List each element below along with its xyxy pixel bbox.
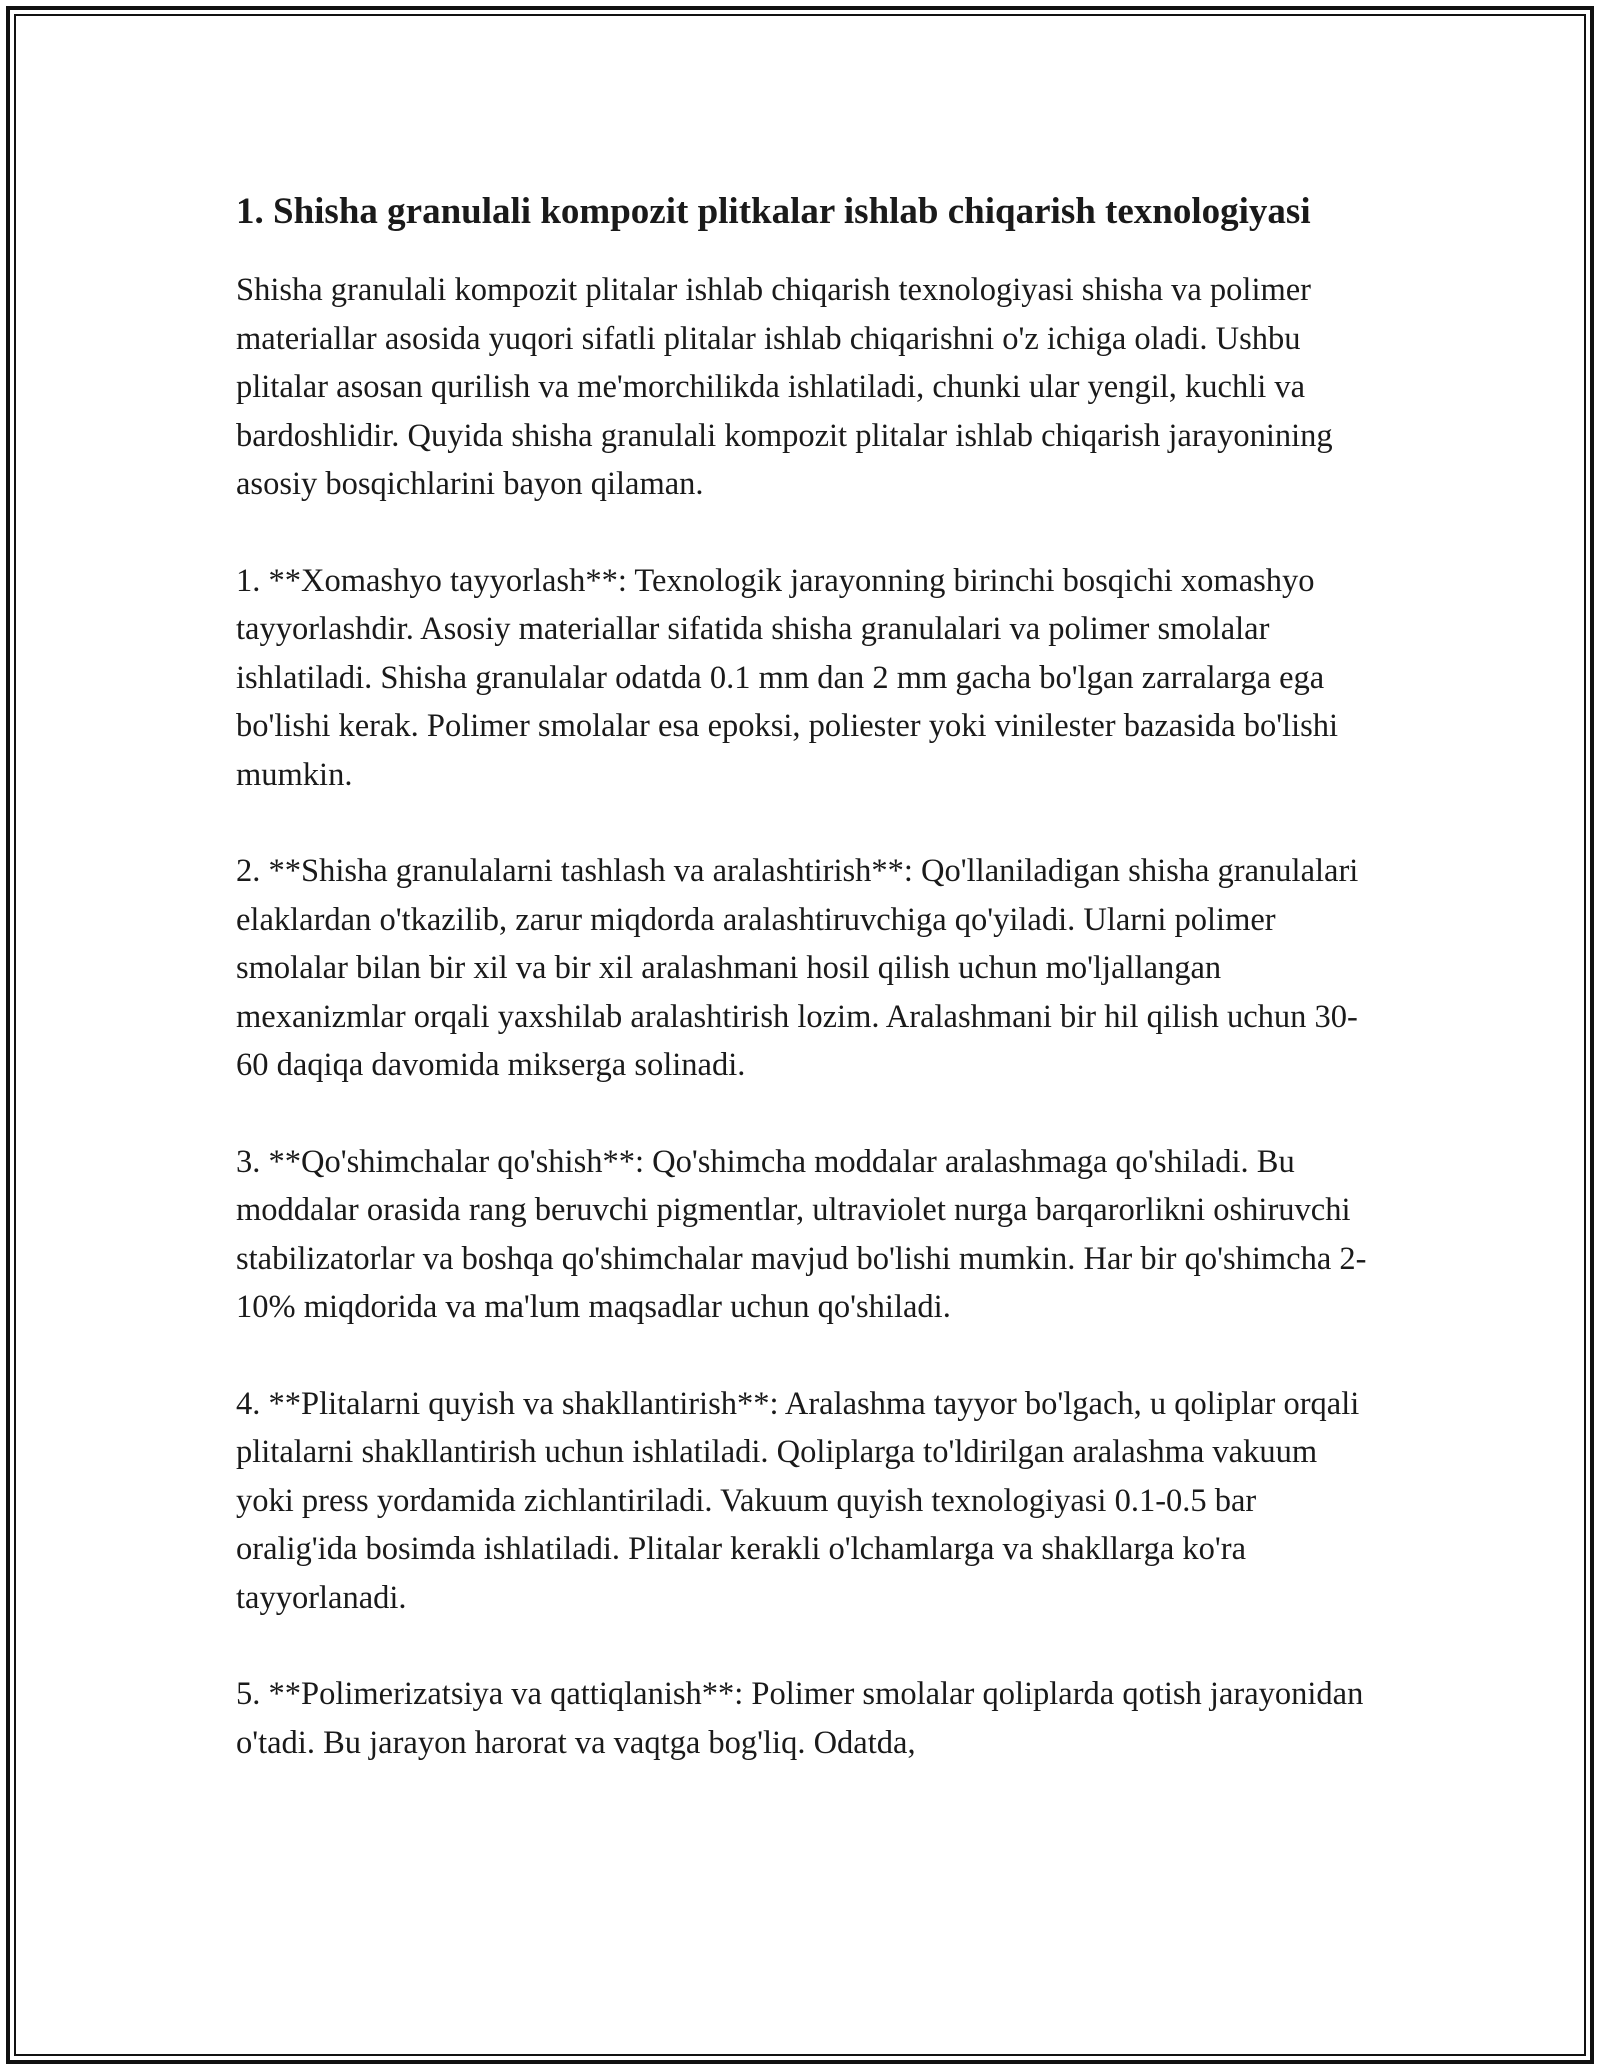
paragraph-step-4: 4. **Plitalarni quyish va shakllantirish**: Aralashma tayyor bo'lgach, u qoliplar orqali plitalarni shakllantirish uchun ishlatiladi. Qoliplarga to'ldirilgan aralashma vakuum yoki press yordamida zichlantiriladi. Vakuum quyish texnologiyasi 0.1-0.5 bar oralig'ida bosimda ishlatiladi. Plitalar kerakli o'lchamlarga va shakllarga ko'ra tayyorlanadi. [236,1385,1360,1616]
paragraph-intro: Shisha granulali kompozit plitalar ishlab chiqarish texnologiyasi shisha va polimer materiallar asosida yuqori sifatli plitalar ishlab chiqarishni o'z ichiga oladi. Ushbu plitalar asosan qurilish va me'morchilikda ishlatiladi, chunki ular yengil, kuchli va bardoshlidir. Quyida shisha granulali kompozit plitalar ishlab chiqarish jarayonining asosiy bosqichlarini bayon qilaman. [236,272,1333,502]
paragraph-step-1: 1. **Xomashyo tayyorlash**: Texnologik jarayonning birinchi bosqichi xomashyo tayyorlashdir. Asosiy materiallar sifatida shisha granulalari va polimer smolalar ishlatiladi. Shisha granulalar odatda 0.1 mm dan 2 mm gacha bo'lgan zarralarga ega bo'lishi kerak. Polimer smolalar esa epoksi, poliester yoki vinilester bazasida bo'lishi mumkin. [236,562,1339,793]
document-body [236,184,1376,1815]
paragraph-step-3: 3. **Qo'shimchalar qo'shish**: Qo'shimcha moddalar aralashmaga qo'shiladi. Bu moddalar orasida rang beruvchi pigmentlar, ultraviolet nurga barqarorlikni oshiruvchi stabilizatorlar va boshqa qo'shimchalar mavjud bo'lishi mumkin. Har bir qo'shimcha 2-10% miqdorida va ma'lum maqsadlar uchun qo'shiladi. [236,1143,1367,1325]
paragraph-step-2: 2. **Shisha granulalarni tashlash va aralashtirish**: Qo'llaniladigan shisha granulalari elaklardan o'tkazilib, zarur miqdorda aralashtiruvchiga qo'yiladi. Ularni polimer smolalar bilan bir xil va bir xil aralashmani hosil qilish uchun mo'ljallangan mexanizmlar orqali yaxshilab aralashtirish lozim. Aralashmani bir hil qilish uchun 30-60 daqiqa davomida mikserga solinadi. [236,853,1359,1083]
document-title: 1. Shisha granulali kompozit plitkalar ishlab chiqarish texnologiyasi [236,191,1311,232]
paragraph-step-5: 5. **Polimerizatsiya va qattiqlanish**: Polimer smolalar qoliplarda qotish jarayonidan o'tadi. Bu jarayon harorat va vaqtga bog'liq. Odatda, [236,1676,1364,1761]
